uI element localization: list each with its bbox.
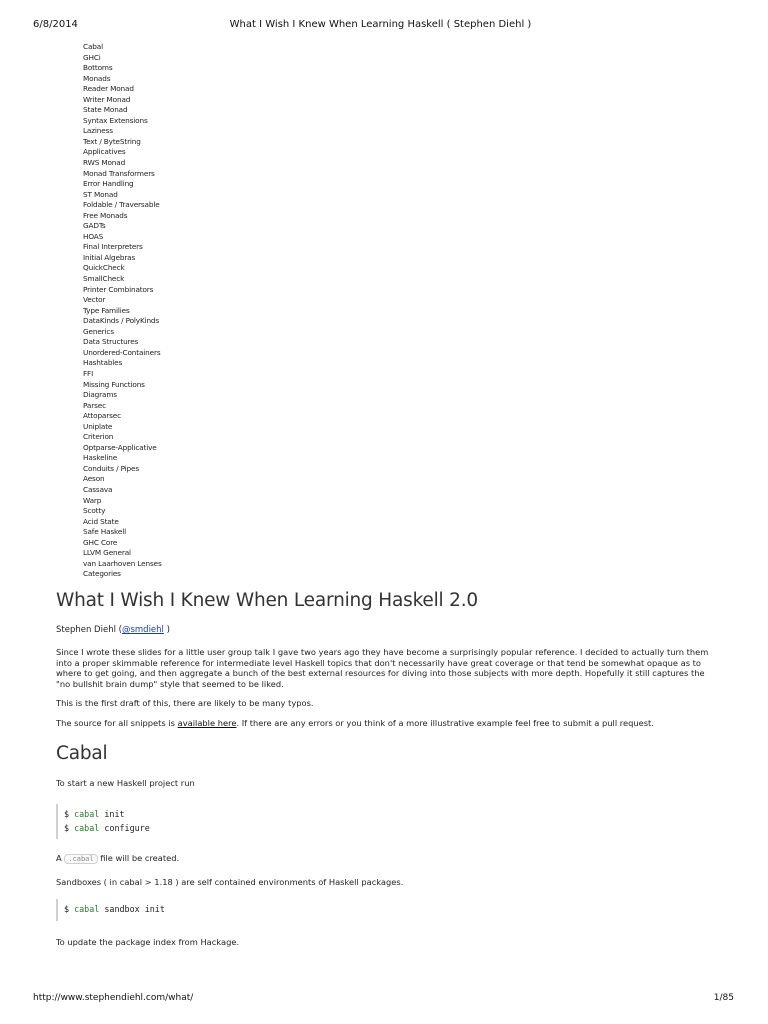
shell-prompt: $	[64, 822, 70, 833]
toc-item[interactable]: Text / ByteString	[83, 136, 141, 146]
toc-item[interactable]: State Monad	[83, 105, 128, 115]
code-line	[64, 822, 716, 836]
source-suffix: . If there are any errors or you think of a more illustrative example feel free to submit a pull request.	[236, 717, 654, 728]
toc-item[interactable]: GADTs	[83, 221, 106, 231]
toc-item[interactable]: Cassava	[83, 484, 113, 494]
toc-item[interactable]: Missing Functions	[83, 379, 145, 389]
toc-item[interactable]: Laziness	[83, 126, 113, 136]
code-block-sandbox	[56, 899, 716, 921]
toc-item[interactable]: Printer Combinators	[83, 284, 154, 294]
toc-item[interactable]: Haskeline	[83, 453, 118, 463]
print-date: 6/8/2014	[33, 19, 78, 30]
command-keyword: cabal	[74, 809, 100, 820]
toc-item[interactable]: Aeson	[83, 474, 105, 484]
source-paragraph	[56, 718, 716, 729]
command-args: configure	[104, 822, 150, 833]
command-args: sandbox init	[104, 904, 165, 915]
toc-item[interactable]: Categories	[83, 569, 121, 579]
toc-item[interactable]: Diagrams	[83, 390, 117, 400]
cabal-start-text: To start a new Haskell project run	[56, 777, 195, 788]
code-block-cabal-init	[56, 804, 716, 839]
document-body	[56, 590, 716, 947]
toc-item[interactable]: LLVM General	[83, 548, 131, 558]
inline-code-cabal: .cabal	[64, 854, 97, 864]
toc-item[interactable]: van Laarhoven Lenses	[83, 558, 162, 568]
draft-note: This is the first draft of this, there are likely to be many typos.	[56, 698, 314, 709]
toc-item[interactable]: Syntax Extensions	[83, 115, 148, 125]
toc-item[interactable]: Writer Monad	[83, 94, 131, 104]
toc-item[interactable]: Optparse-Applicative	[83, 442, 157, 452]
toc-item[interactable]: Acid State	[83, 516, 119, 526]
toc-item[interactable]: Applicatives	[83, 147, 126, 157]
toc-item[interactable]: Parsec	[83, 400, 106, 410]
toc-item[interactable]: GHC Core	[83, 537, 118, 547]
toc-item[interactable]: Hashtables	[83, 358, 123, 368]
toc-item[interactable]: Vector	[83, 295, 106, 305]
toc-item[interactable]: ST Monad	[83, 189, 118, 199]
toc-item[interactable]: QuickCheck	[83, 263, 125, 273]
toc-item[interactable]: Warp	[83, 495, 102, 505]
toc-item[interactable]: Generics	[83, 326, 114, 336]
print-title: What I Wish I Knew When Learning Haskell ( Stephen Diehl )	[229, 19, 532, 30]
command-keyword: cabal	[74, 822, 100, 833]
toc-item[interactable]: Error Handling	[83, 179, 134, 189]
page-number: 1/85	[713, 993, 734, 1003]
toc-item[interactable]: Scotty	[83, 506, 106, 516]
cabal-file-note	[56, 853, 716, 865]
toc-item[interactable]: GHCi	[83, 52, 101, 62]
toc-item[interactable]: Safe Haskell	[83, 527, 126, 537]
toc-item[interactable]: FFI	[83, 368, 94, 378]
toc-item[interactable]: Data Structures	[83, 337, 139, 347]
shell-prompt: $	[64, 809, 70, 820]
toc-item[interactable]: Unordered-Containers	[83, 347, 161, 357]
toc-item[interactable]: Conduits / Pipes	[83, 463, 140, 473]
code-line	[64, 808, 716, 822]
file-note-suffix: file will be created.	[97, 853, 180, 864]
author-name: Stephen Diehl (	[56, 625, 122, 635]
file-note-prefix: A	[56, 853, 65, 864]
toc-item[interactable]: Monad Transformers	[83, 168, 155, 178]
toc-item[interactable]: Monads	[83, 73, 111, 83]
author-twitter-link[interactable]: @smdiehl	[121, 625, 164, 635]
section-heading-cabal: Cabal	[56, 742, 108, 764]
toc-item[interactable]: Attoparsec	[83, 411, 121, 421]
toc-item[interactable]: DataKinds / PolyKinds	[83, 316, 160, 326]
toc-item[interactable]: SmallCheck	[83, 274, 125, 284]
table-of-contents	[83, 42, 162, 580]
toc-item[interactable]: RWS Monad	[83, 158, 126, 168]
source-prefix: The source for all snippets is	[56, 717, 178, 728]
source-link[interactable]: available here	[177, 717, 237, 728]
shell-prompt: $	[64, 904, 70, 915]
intro-paragraph: Since I wrote these slides for a little user group talk I gave two years ago they have become a surprisingly popular reference. I decided to actually turn them into a proper skimmable reference for intermediate level Haskell topics that don't necessarily have great coverage or that tend be somewhat opaque as to where to get going, and then aggregate a bunch of the best external resources for diving into those subjects with more depth. Hopefully it still captures the "no bullshit brain dump" style that seemed to be liked.	[56, 647, 709, 689]
toc-item[interactable]: Cabal	[83, 42, 103, 51]
toc-item[interactable]: Initial Algebras	[83, 252, 136, 262]
author-byline	[56, 625, 716, 635]
toc-item[interactable]: Final Interpreters	[83, 242, 143, 252]
toc-item[interactable]: Criterion	[83, 432, 114, 442]
print-url: http://www.stephendiehl.com/what/	[33, 993, 194, 1003]
toc-item[interactable]: Type Families	[83, 305, 130, 315]
toc-item[interactable]: HOAS	[83, 231, 104, 241]
command-args: init	[104, 809, 125, 820]
toc-item[interactable]: Reader Monad	[83, 84, 134, 94]
command-keyword: cabal	[74, 904, 100, 915]
page-title: What I Wish I Knew When Learning Haskell 2.0	[56, 590, 478, 611]
toc-item[interactable]: Bottoms	[83, 63, 113, 73]
author-suffix: )	[163, 625, 170, 635]
toc-item[interactable]: Uniplate	[83, 421, 113, 431]
code-line	[64, 903, 716, 917]
sandbox-text: Sandboxes ( in cabal > 1.18 ) are self contained environments of Haskell packages.	[56, 876, 404, 887]
update-text: To update the package index from Hackage.	[56, 936, 240, 947]
toc-item[interactable]: Free Monads	[83, 210, 128, 220]
toc-item[interactable]: Foldable / Traversable	[83, 200, 160, 210]
